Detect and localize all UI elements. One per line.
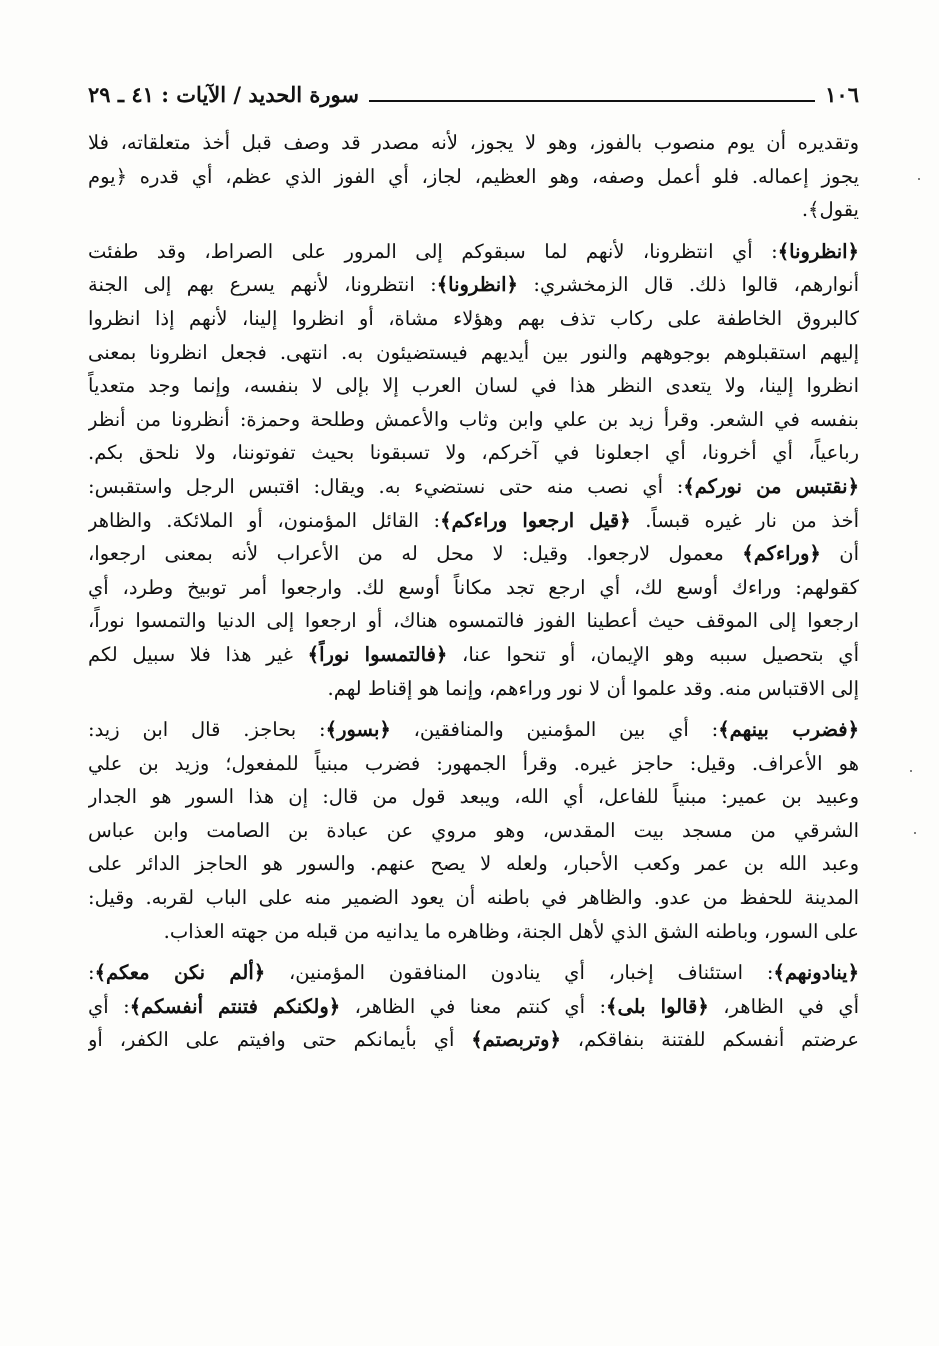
text-line: أن ﴿وراءكم﴾ معمول لارجعوا. وقيل: لا محل له من الأعراب لأنه بمعنى ارجعوا، [88, 542, 859, 566]
text-line: أنوارهم، قالوا ذلك. قال الزمخشري: ﴿انظرونا﴾: انتظرونا، لأنهم يسرع بهم إلى الجنة [88, 273, 859, 297]
paragraph-1 [88, 126, 859, 227]
text-line: هو الأعراف. وقيل: حاجز غيره. وقرأ الجمهور: فضرب مبنياً للمفعول؛ وزيد بن علي [88, 751, 859, 775]
text-line: الشرقي من مسجد بيت المقدس، وهو مروي عن عبادة بن الصامت وابن عباس [88, 818, 859, 842]
paragraph-3 [88, 713, 859, 948]
paragraph-4 [88, 956, 859, 1057]
text-line: وعبد الله بن عمر وكعب الأحبار، ولعله لا يصح عنهم. والسور هو الحاجز الدائر على [88, 852, 859, 876]
text-line: عرضتم أنفسكم للفتنة بنفاقكم، ﴿وتربصتم﴾ أي بأيمانكم حتى وافيتم على الكفر، أو [88, 1028, 859, 1052]
text-line: ﴿ينادونهم﴾: استئناف إخبار، أي ينادون المنافقون المؤمنين، ﴿ألم نكن معكم﴾: [88, 961, 859, 985]
text-line: رباعياً، أي أخرونا، أي اجعلونا في آخركم، ولا تسبقونا بحيث تفوتوننا، ولا نلحق بكم. [88, 441, 859, 465]
text-line: وعبيد بن عمير: مبنياً للفاعل، أي الله، ويبعد قول من قال: إن هذا السور هو الجدار [88, 785, 859, 809]
text-line: انظروا إلينا، ولا يتعدى النظر هذا في لسان العرب إلا بإلى لا بنفسه، وإنما وجد متعدياً [88, 374, 859, 398]
text-line: أي في الظاهر، ﴿قالوا بلى﴾: أي كنتم معنا في الظاهر، ﴿ولكنكم فتنتم أنفسكم﴾: أي [88, 994, 859, 1018]
text-line: ارجعوا إلى الموقف حيث أعطينا الفوز فالتمسوه هناك، أو ارجعوا إلى الدنيا والتمسوا نوراً، [88, 609, 859, 633]
text-line: ﴿نقتبس من نوركم﴾: أي نصب منه حتى نستضيء به. ويقال: اقتبس الرجل واستقبس: [88, 474, 859, 498]
text-line: يقول﴾. [801, 198, 859, 222]
text-line: وتقديره أن يوم منصوب بالفوز، وهو لا يجوز، لأنه مصدر قد وصف قبل أخذ متعلقاته، فلا [88, 131, 859, 154]
text-line: كقولهم: وراءك أوسع لك، أي ارجع تجد مكاناً أوسع لك. وارجعوا أمر توبيخ وطرد، أي [88, 575, 859, 599]
text-line: على السور، وباطنه الشق الذي لأهل الجنة، وظاهره ما يدانيه من قبله من جهته العذاب. [163, 919, 859, 943]
text-line: بنفسه في الشعر. وقرأ زيد بن علي وابن وثاب والأعمش وطلحة وحمزة: أنظرونا من أنظر [88, 407, 859, 431]
scan-speck [918, 178, 920, 180]
text-line: أي بتحصيل سببه وهو الإيمان، أو تنحوا عنا، ﴿فالتمسوا نوراً﴾ غير هذا فلا سبيل لكم [88, 642, 859, 666]
scan-speck [914, 832, 916, 834]
page-number: ١٠٦ [825, 82, 859, 107]
scan-speck [910, 770, 912, 772]
text-line: إليهم استقبلوهم بوجوههم والنور بين أيديهم فيستضيئون به. انتهى. فجعل انظرونا بمعنى [88, 340, 859, 364]
text-line: المدينة للحفظ من عدو. والظاهر في باطنه أن يعود الضمير منه على الباب لقربه. وقيل: [88, 886, 859, 910]
text-line: إلى الاقتباس منه. وقد علموا أن لا نور وراءهم، وإنما هو إقناط لهم. [327, 676, 859, 700]
body-text [88, 126, 859, 1057]
text-line: أخذ من نار غيره قبساً. ﴿قيل ارجعوا وراءكم﴾: القائل المؤمنون، أو الملائكة. والظاهر [88, 508, 859, 532]
section-title: سورة الحديد / الآيات : ٤١ ـ ٢٩ [88, 82, 359, 107]
text-line: كالبروق الخاطفة على ركاب تذف بهم وهؤلاء مشاة، أو انظروا إلينا، لأنهم إذا انظروا [88, 306, 859, 330]
paragraph-2 [88, 235, 859, 705]
text-line: يجوز إعماله. فلو أعمل وصفه، وهو العظيم، لجاز، أي الفوز الذي عظم، أي قدره ﴿يوم [88, 164, 859, 188]
header-rule [369, 100, 815, 102]
text-line: ﴿انظرونا﴾: أي انتظرونا، لأنهم لما سبقوكم إلى المرور على الصراط، وقد طفئت [88, 239, 859, 263]
text-line: ﴿فضرب بينهم﴾: أي بين المؤمنين والمنافقين، ﴿بسور﴾: بحاجز. قال ابن زيد: [88, 718, 859, 742]
running-header [88, 82, 859, 108]
